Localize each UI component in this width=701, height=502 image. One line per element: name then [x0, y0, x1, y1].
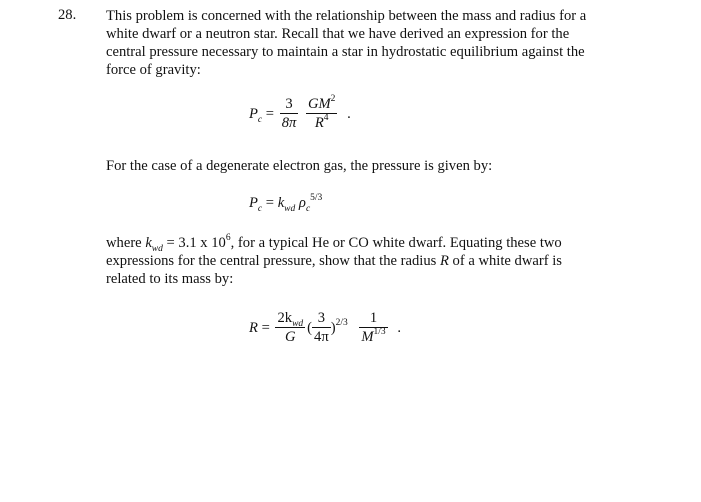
eq3-f1-denominator — [275, 328, 305, 346]
degenerate-gas-text: For the case of a degenerate electron gas, the pressure is given by: — [106, 158, 493, 174]
eq1-fraction-2 — [306, 96, 337, 132]
eq3-fraction-3 — [359, 310, 387, 346]
intro-line-1: This problem is concerned with the relationship between the mass and radius for a — [106, 8, 587, 24]
eq1-f2-den-sup: 4 — [323, 113, 329, 123]
eq3-paren-close-text: ) — [330, 319, 336, 336]
where-line-2-a: expressions for the central pressure, show that the radius — [106, 253, 440, 269]
eq2-equals: = — [265, 195, 275, 211]
where-k-sub: wd — [151, 244, 163, 254]
where-line-1 — [106, 234, 666, 252]
intro-paragraph — [106, 7, 666, 79]
eq2-rho-symbol: ρ — [298, 195, 306, 211]
degenerate-pressure-equation — [249, 195, 322, 212]
eq1-fraction-1 — [280, 96, 299, 132]
eq3-f1-num-text: 2k — [277, 310, 293, 326]
eq3-equals: = — [261, 319, 270, 336]
eq3-f3-numerator: 1 — [359, 310, 387, 328]
eq2-k-symbol: k — [277, 195, 285, 211]
eq3-paren-open: ( — [307, 319, 313, 336]
where-paragraph — [106, 234, 666, 288]
eq3-f3-den-sup: 1/3 — [373, 327, 386, 337]
eq1-lhs-symbol: P — [249, 105, 258, 122]
eq3-f2-numerator: 3 — [312, 310, 331, 328]
eq1-f1-denominator — [280, 114, 299, 132]
eq3-f1-num-sub: wd — [292, 319, 304, 329]
problem-number: 28. — [58, 7, 77, 23]
eq2-lhs-sub: c — [257, 204, 263, 214]
eq3-paren-close — [330, 317, 348, 337]
where-exponent: 6 — [225, 233, 231, 243]
eq3-exponent: 2/3 — [335, 317, 348, 328]
eq1-f1-numerator: 3 — [280, 96, 299, 114]
intro-line-3: central pressure necessary to maintain a star in hydrostatic equilibrium against the — [106, 44, 585, 60]
eq1-f2-num-sup: 2 — [330, 94, 336, 104]
eq3-period: . — [397, 319, 401, 336]
eq1-f1-den-text: 8π — [281, 115, 297, 131]
where-line-2-b: of a white dwarf is — [448, 253, 562, 269]
eq2-rho-sub: c — [305, 204, 311, 214]
eq3-f3-den-text: M — [361, 329, 374, 345]
eq3-lhs-symbol: R — [249, 319, 258, 336]
eq3-f3-denominator — [359, 328, 387, 346]
central-pressure-equation — [249, 96, 351, 132]
eq1-lhs-sub: c — [257, 114, 263, 125]
eq1-f2-num-text: GM — [307, 96, 331, 112]
where-radius-symbol: R — [439, 253, 449, 269]
where-line-1-c: , for a typical He or CO white dwarf. Equating these two — [230, 235, 562, 251]
eq3-fraction-1 — [275, 310, 305, 346]
eq3-f2-den-text: 4π — [314, 329, 329, 345]
eq2-k-sub: wd — [284, 204, 296, 214]
eq3-f2-denominator — [312, 328, 331, 346]
eq1-f2-numerator — [306, 96, 337, 114]
eq3-f1-den-text: G — [285, 329, 296, 345]
eq1-equals: = — [265, 105, 275, 122]
eq3-f1-numerator — [275, 310, 305, 328]
where-line-2 — [106, 252, 666, 270]
where-line-1-a: where — [106, 235, 146, 251]
eq3-fraction-2 — [312, 310, 331, 346]
eq2-lhs-symbol: P — [249, 195, 258, 211]
intro-line-2: white dwarf or a neutron star. Recall that we have derived an expression for the — [106, 26, 570, 42]
intro-line-4: force of gravity: — [106, 62, 201, 78]
eq1-period: . — [347, 105, 351, 122]
where-line-3: related to its mass by: — [106, 271, 234, 287]
eq2-rho-sup: 5/3 — [310, 193, 323, 203]
eq1-f2-denominator — [306, 114, 337, 132]
eq1-f2-den-text: R — [314, 115, 324, 131]
mass-radius-equation — [249, 310, 401, 346]
where-line-1-b: = 3.1 x 10 — [162, 235, 226, 251]
eq1-lhs — [249, 106, 262, 123]
where-k-symbol: k — [145, 235, 152, 251]
